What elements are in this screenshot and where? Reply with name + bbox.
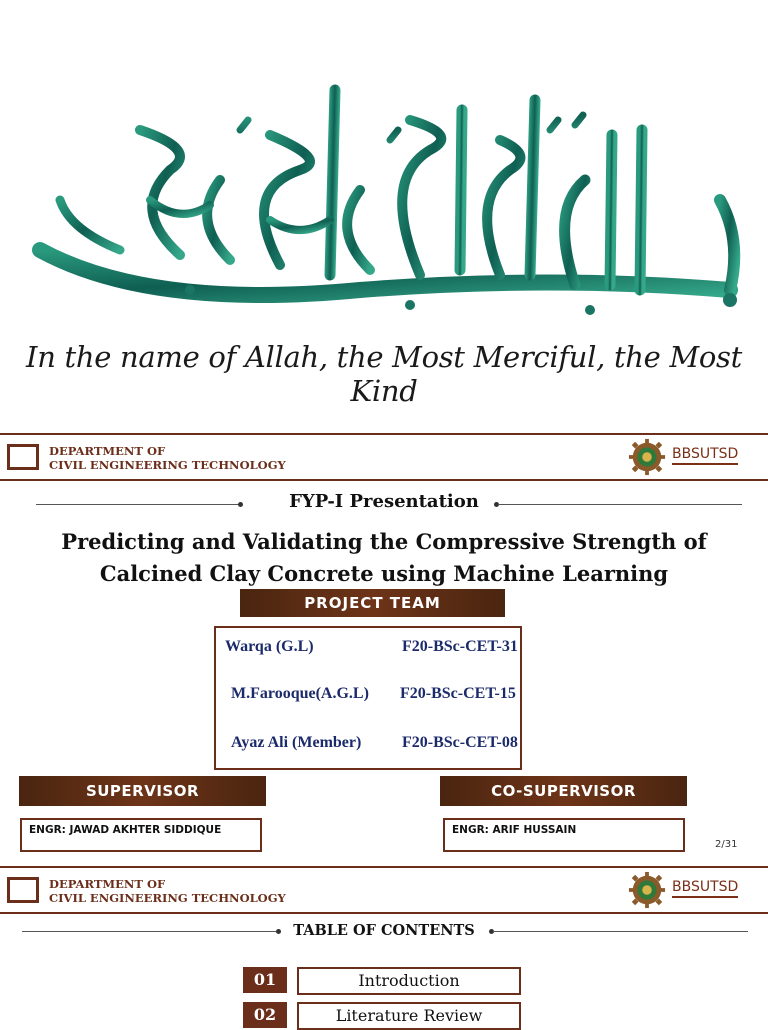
cosupervisor-name: ENGR: ARIF HUSSAIN — [452, 824, 577, 836]
department-label — [49, 877, 286, 905]
project-team-box — [214, 626, 522, 770]
department-line2: CIVIL ENGINEERING TECHNOLOGY — [49, 891, 286, 905]
page-number: 2/31 — [715, 839, 738, 850]
department-line1: DEPARTMENT OF — [49, 444, 166, 458]
department-line2: CIVIL ENGINEERING TECHNOLOGY — [49, 458, 286, 472]
team-member-id: F20-BSc-CET-15 — [400, 685, 516, 702]
cosupervisor-heading: CO-SUPERVISOR — [440, 776, 687, 806]
supervisor-box — [20, 818, 262, 852]
team-member-name: Warqa (G.L) — [225, 638, 314, 655]
presentation-subtitle: FYP-I Presentation — [289, 491, 479, 512]
team-member-id: F20-BSc-CET-08 — [402, 734, 518, 751]
project-team-heading: PROJECT TEAM — [240, 589, 505, 617]
toc-item-number: 01 — [243, 967, 287, 993]
university-logo-icon — [628, 438, 666, 476]
slide-header — [0, 433, 768, 481]
team-member-id: F20-BSc-CET-31 — [402, 638, 518, 655]
supervisor-name: ENGR: JAWAD AKHTER SIDDIQUE — [29, 824, 222, 836]
department-line1: DEPARTMENT OF — [49, 877, 166, 891]
toc-title: TABLE OF CONTENTS — [293, 922, 475, 939]
header-square-icon — [7, 444, 39, 470]
brand-label: BBSUTSD — [672, 446, 738, 465]
bismillah-translation: In the name of Allah, the Most Merciful, the Most Kind — [26, 340, 742, 408]
department-label — [49, 444, 286, 472]
toc-item-number: 02 — [243, 1002, 287, 1028]
supervisor-heading: SUPERVISOR — [19, 776, 266, 806]
slide-header — [0, 866, 768, 914]
toc-item-literature-review[interactable]: Literature Review — [297, 1002, 521, 1030]
bismillah-calligraphy-image — [30, 60, 750, 320]
university-logo-icon — [628, 871, 666, 909]
team-member-name: M.Farooque(A.G.L) — [231, 685, 369, 702]
header-square-icon — [7, 877, 39, 903]
project-title: Predicting and Validating the Compressive Strength of Calcined Clay Concrete using Machine Learning — [61, 529, 707, 586]
cosupervisor-box — [443, 818, 685, 852]
brand-label: BBSUTSD — [672, 879, 738, 898]
team-member-name: Ayaz Ali (Member) — [231, 734, 362, 751]
toc-item-introduction[interactable]: Introduction — [297, 967, 521, 995]
